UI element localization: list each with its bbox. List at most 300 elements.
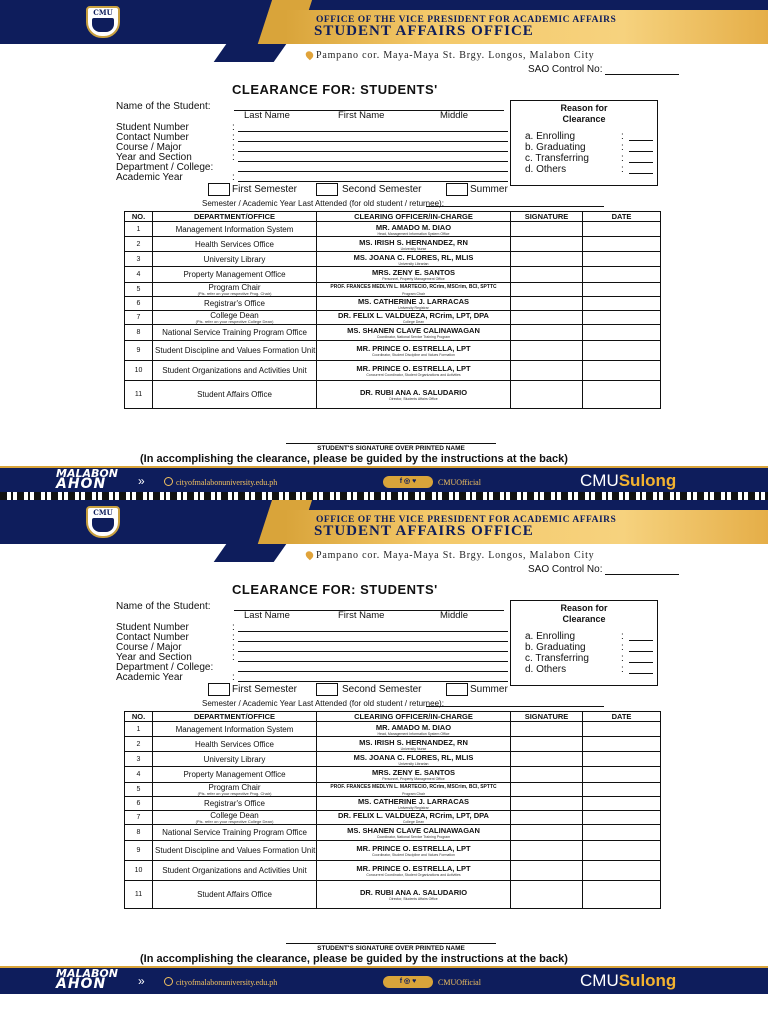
row-officer [317, 881, 511, 909]
officer-name: MR. AMADO M. DIAO [375, 722, 452, 732]
officer-title: Head, Management Information System Office [377, 231, 450, 236]
department-field[interactable] [238, 171, 508, 172]
row-signature-cell[interactable] [511, 252, 583, 267]
row-number: 4 [125, 767, 153, 783]
contact-number-field[interactable] [238, 641, 508, 642]
officer-name: MS. SHANEN CLAVE CALINAWAGAN [347, 826, 480, 835]
second-semester-label: Second Semester [342, 684, 422, 695]
row-officer [317, 222, 511, 237]
last-name-label: Last Name [244, 110, 290, 121]
year-section-field[interactable] [238, 161, 508, 162]
malabon-ahon-logo [56, 969, 118, 990]
semester-note: Semester / Academic Year Last Attended (for old student / returnee): [202, 199, 444, 208]
row-date-cell[interactable] [583, 325, 661, 341]
summer-label: Summer [470, 684, 508, 695]
sulong-word: Sulong [618, 971, 677, 990]
row-department [153, 283, 317, 297]
department-name: Management Information System [175, 224, 294, 234]
col-officer: CLEARING OFFICER/IN-CHARGE [317, 212, 511, 222]
row-signature-cell[interactable] [511, 222, 583, 237]
row-signature-cell[interactable] [511, 311, 583, 325]
second-semester-checkbox[interactable] [316, 683, 338, 696]
row-department [153, 267, 317, 283]
summer-checkbox[interactable] [446, 183, 468, 196]
page-title: CLEARANCE FOR: STUDENTS' [232, 582, 438, 597]
summer-checkbox[interactable] [446, 683, 468, 696]
officer-title: Program Chair [402, 792, 425, 796]
header-slant [214, 544, 287, 562]
officer-name: MR. PRINCE O. ESTRELLA, LPT [356, 864, 471, 873]
row-signature-cell[interactable] [511, 797, 583, 811]
control-no-field[interactable] [605, 65, 679, 75]
academic-year-field[interactable] [238, 681, 508, 682]
contact-number-field[interactable] [238, 141, 508, 142]
department-name: Health Services Office [195, 239, 274, 249]
row-date-cell[interactable] [583, 297, 661, 311]
department-field[interactable] [238, 671, 508, 672]
first-semester-checkbox[interactable] [208, 683, 230, 696]
colon: : [232, 632, 235, 643]
department-name: College Dean [210, 311, 259, 320]
row-signature-cell[interactable] [511, 325, 583, 341]
table-row [125, 297, 661, 311]
row-number: 1 [125, 222, 153, 237]
row-signature-cell[interactable] [511, 783, 583, 797]
year-section-label: Year and Section [116, 152, 192, 163]
row-officer [317, 252, 511, 267]
sao-control-no [528, 64, 679, 75]
contact-number-label: Contact Number [116, 632, 189, 643]
table-header-row [125, 212, 661, 222]
row-date-cell[interactable] [583, 825, 661, 841]
row-officer [317, 341, 511, 361]
col-signature: SIGNATURE [511, 212, 583, 222]
office-line: OFFICE OF THE VICE PRESIDENT FOR ACADEMIC AFFAIRS [316, 515, 617, 525]
officer-title: Concurrent Coordinator, Student Organizations and Activities [366, 373, 461, 377]
officer-name: MS. CATHERINE J. LARRACAS [357, 297, 470, 306]
row-date-cell[interactable] [583, 767, 661, 783]
table-row [125, 767, 661, 783]
table-row [125, 797, 661, 811]
student-number-field[interactable] [238, 131, 508, 132]
row-department [153, 752, 317, 767]
row-date-cell[interactable] [583, 737, 661, 752]
reason-graduating: b. Graduating [525, 142, 586, 153]
officer-title: Coordinator, National Service Training Program [376, 835, 451, 839]
colon: : [232, 142, 235, 153]
row-officer [317, 267, 511, 283]
department-name: University Library [203, 254, 266, 264]
department-label: Department / College: [116, 162, 214, 173]
row-number: 11 [125, 881, 153, 909]
reason-title [511, 103, 657, 125]
cmu-word: CMU [580, 971, 619, 990]
city-name: CITY of MALABON [48, 43, 159, 55]
table-row [125, 722, 661, 737]
row-number: 8 [125, 325, 153, 341]
last-name-label: Last Name [244, 610, 290, 621]
row-date-cell[interactable] [583, 797, 661, 811]
first-semester-checkbox[interactable] [208, 183, 230, 196]
officer-title: University Nurse [400, 246, 427, 251]
reason-enrolling: a. Enrolling [525, 131, 576, 142]
table-row [125, 267, 661, 283]
officer-title: Personnel, Property Management Office [382, 277, 445, 281]
row-number: 5 [125, 783, 153, 797]
brand-line: MALABON [56, 967, 118, 980]
colon: : [621, 664, 624, 675]
row-number: 3 [125, 752, 153, 767]
course-label: Course / Major [116, 142, 182, 153]
row-officer [317, 737, 511, 752]
department-name: Health Services Office [195, 739, 274, 749]
row-date-cell[interactable] [583, 267, 661, 283]
colon: : [621, 642, 624, 653]
instruction-note: (In accomplishing the clearance, please be guided by the instructions at the back) [140, 453, 568, 465]
row-signature-cell[interactable] [511, 861, 583, 881]
row-officer [317, 752, 511, 767]
row-officer [317, 783, 511, 797]
department-note: (Pls. refer on your respective Prog. Chair) [197, 791, 272, 796]
social-icons[interactable]: f ◎ ♥ [383, 976, 433, 988]
reason-enrolling-field[interactable] [629, 640, 653, 641]
department-name: Student Discipline and Values Formation Unit [155, 846, 316, 855]
first-name-label: First Name [338, 610, 385, 621]
row-department [153, 811, 317, 825]
row-department [153, 341, 317, 361]
second-semester-checkbox[interactable] [316, 183, 338, 196]
row-number: 6 [125, 297, 153, 311]
row-department [153, 797, 317, 811]
table-row [125, 861, 661, 881]
page-title: CLEARANCE FOR: STUDENTS' [232, 82, 438, 97]
clearance-table [124, 711, 661, 909]
reason-title-line: Reason for [560, 103, 608, 113]
cut-line [0, 492, 768, 500]
colon: : [232, 172, 235, 183]
row-department [153, 841, 317, 861]
academic-year-label: Academic Year [116, 672, 183, 683]
reason-others: d. Others [525, 664, 567, 675]
student-signature-label: STUDENT'S SIGNATURE OVER PRINTED NAME [286, 443, 496, 452]
department-name: Student Organizations and Activities Unit [162, 366, 307, 375]
officer-title: College Dean [402, 820, 425, 824]
first-semester-label: First Semester [232, 184, 298, 195]
row-number: 9 [125, 841, 153, 861]
officer-title: Coordinator, National Service Training Program [376, 335, 451, 339]
officer-title: University Librarian [398, 261, 429, 266]
row-signature-cell[interactable] [511, 267, 583, 283]
row-department [153, 737, 317, 752]
student-number-label: Student Number [116, 622, 189, 633]
reason-others-field[interactable] [629, 673, 653, 674]
reason-graduating: b. Graduating [525, 642, 586, 653]
sulong-word: Sulong [618, 471, 677, 490]
row-signature-cell[interactable] [511, 722, 583, 737]
course-label: Course / Major [116, 642, 182, 653]
row-signature-cell[interactable] [511, 737, 583, 752]
officer-name: MS. IRISH S. HERNANDEZ, RN [359, 237, 468, 247]
row-date-cell[interactable] [583, 861, 661, 881]
department-name: Property Management Office [183, 270, 286, 279]
middle-name-label: Middle [440, 610, 468, 621]
year-section-label: Year and Section [116, 652, 192, 663]
colon: : [621, 131, 624, 142]
department-note: (Pls. refer on your respective College Dean) [195, 319, 274, 324]
officer-title: Director, Students Affairs Office [389, 397, 438, 401]
row-department [153, 825, 317, 841]
clearance-form [0, 500, 768, 996]
col-date: DATE [583, 212, 661, 222]
department-label: Department / College: [116, 662, 214, 673]
officer-title: University Librarian [398, 761, 429, 766]
row-signature-cell[interactable] [511, 283, 583, 297]
colon: : [621, 164, 624, 175]
colon: : [232, 622, 235, 633]
row-number: 5 [125, 283, 153, 297]
officer-name: PROF. FRANCES MEDLYN L. MARTECIO, RCrim, MSCrim, BCI, SPTTC [330, 784, 497, 790]
officer-title: University Registrar [398, 806, 429, 810]
row-signature-cell[interactable] [511, 297, 583, 311]
globe-icon [164, 977, 173, 986]
officer-title: Concurrent Coordinator, Student Organizations and Activities [366, 873, 461, 877]
reason-graduating-field[interactable] [629, 151, 653, 152]
officer-name: MR. AMADO M. DIAO [375, 222, 452, 232]
table-row [125, 361, 661, 381]
row-signature-cell[interactable] [511, 825, 583, 841]
department-note: (Pls. refer on your respective College Dean) [195, 819, 274, 824]
officer-name: DR. RUBI ANA A. SALUDARIO [359, 388, 468, 397]
department-name: Management Information System [175, 724, 294, 734]
officer-name: MR. PRINCE O. ESTRELLA, LPT [356, 844, 471, 853]
table-row [125, 252, 661, 267]
colon: : [232, 672, 235, 683]
row-signature-cell[interactable] [511, 881, 583, 909]
reason-title-line: Clearance [562, 614, 606, 624]
row-department [153, 222, 317, 237]
table-row [125, 325, 661, 341]
brand-line: MALABON [56, 467, 118, 480]
department-name: Student Affairs Office [197, 390, 272, 399]
reason-others-field[interactable] [629, 173, 653, 174]
officer-title: University Nurse [400, 746, 427, 751]
row-number: 1 [125, 722, 153, 737]
department-name: National Service Training Program Office [162, 828, 307, 837]
row-department [153, 381, 317, 409]
officer-title: Program Chair [402, 292, 425, 296]
row-officer [317, 841, 511, 861]
reason-enrolling-field[interactable] [629, 140, 653, 141]
department-note: (Pls. refer on your respective Prog. Chair) [197, 291, 272, 296]
row-date-cell[interactable] [583, 841, 661, 861]
cmu-sulong-logo [580, 471, 676, 491]
semester-attended-field[interactable] [426, 706, 604, 707]
course-field[interactable] [238, 151, 508, 152]
table-row [125, 752, 661, 767]
department-name: Property Management Office [183, 770, 286, 779]
row-date-cell[interactable] [583, 237, 661, 252]
row-officer [317, 325, 511, 341]
chevron-icon: » [138, 974, 145, 988]
row-date-cell[interactable] [583, 881, 661, 909]
officer-name: MS. IRISH S. HERNANDEZ, RN [359, 737, 468, 747]
row-date-cell[interactable] [583, 752, 661, 767]
row-date-cell[interactable] [583, 283, 661, 297]
academic-year-field[interactable] [238, 181, 508, 182]
table-row [125, 283, 661, 297]
reason-graduating-field[interactable] [629, 651, 653, 652]
department-name: Registrar's Office [204, 299, 265, 308]
row-department [153, 325, 317, 341]
student-number-field[interactable] [238, 631, 508, 632]
officer-title: Coordinator, Student Discipline and Values Formation [371, 353, 455, 357]
second-semester-label: Second Semester [342, 184, 422, 195]
officer-title: Coordinator, Student Discipline and Values Formation [371, 853, 455, 857]
row-department [153, 297, 317, 311]
table-row [125, 737, 661, 752]
row-date-cell[interactable] [583, 361, 661, 381]
address: Pampano cor. Maya-Maya St. Brgy. Longos, Malabon City [316, 550, 595, 561]
row-date-cell[interactable] [583, 783, 661, 797]
table-row [125, 825, 661, 841]
col-department: DEPARTMENT/OFFICE [153, 212, 317, 222]
row-officer [317, 722, 511, 737]
col-date: DATE [583, 712, 661, 722]
colon: : [232, 152, 235, 163]
row-signature-cell[interactable] [511, 841, 583, 861]
semester-attended-field[interactable] [426, 206, 604, 207]
row-signature-cell[interactable] [511, 237, 583, 252]
row-number: 9 [125, 341, 153, 361]
row-date-cell[interactable] [583, 252, 661, 267]
first-semester-label: First Semester [232, 684, 298, 695]
reason-transferring-field[interactable] [629, 662, 653, 663]
row-officer [317, 825, 511, 841]
office-title: STUDENT AFFAIRS OFFICE [314, 23, 534, 39]
col-signature: SIGNATURE [511, 712, 583, 722]
row-signature-cell[interactable] [511, 381, 583, 409]
cmu-word: CMU [580, 471, 619, 490]
website-link[interactable]: cityofmalabonuniversity.edu.ph [176, 978, 278, 987]
reason-others: d. Others [525, 164, 567, 175]
table-header-row [125, 712, 661, 722]
row-officer [317, 297, 511, 311]
col-no: NO. [125, 212, 153, 222]
reason-title [511, 603, 657, 625]
officer-name: DR. RUBI ANA A. SALUDARIO [359, 888, 468, 897]
department-name: Student Discipline and Values Formation Unit [155, 346, 316, 355]
row-date-cell[interactable] [583, 341, 661, 361]
logo-text: CMU [93, 508, 113, 517]
row-signature-cell[interactable] [511, 767, 583, 783]
row-date-cell[interactable] [583, 311, 661, 325]
cmu-logo [86, 6, 120, 38]
row-date-cell[interactable] [583, 722, 661, 737]
middle-name-label: Middle [440, 110, 468, 121]
clearance-table [124, 211, 661, 409]
social-icons[interactable]: f ◎ ♥ [383, 476, 433, 488]
table-row [125, 341, 661, 361]
row-number: 2 [125, 737, 153, 752]
row-number: 11 [125, 381, 153, 409]
table-row [125, 841, 661, 861]
table-row [125, 881, 661, 909]
row-department [153, 722, 317, 737]
row-number: 6 [125, 797, 153, 811]
address: Pampano cor. Maya-Maya St. Brgy. Longos, Malabon City [316, 50, 595, 61]
department-name: Program Chair [208, 283, 261, 292]
department-name: Student Affairs Office [197, 890, 272, 899]
department-name: College Dean [210, 811, 259, 820]
logo-inner [92, 518, 114, 532]
sao-control-no [528, 564, 679, 575]
colon: : [232, 122, 235, 133]
university-label: UNIVERSITY [88, 54, 129, 60]
row-number: 8 [125, 825, 153, 841]
student-signature-label: STUDENT'S SIGNATURE OVER PRINTED NAME [286, 943, 496, 952]
colon: : [621, 153, 624, 164]
row-number: 3 [125, 252, 153, 267]
officer-name: MS. CATHERINE J. LARRACAS [357, 797, 470, 806]
row-date-cell[interactable] [583, 811, 661, 825]
department-name: University Library [203, 754, 266, 764]
department-name: Registrar's Office [204, 799, 265, 808]
city-name: CITY of MALABON [48, 543, 159, 555]
officer-name: DR. FELIX L. VALDUEZA, RCrim, LPT, DPA [338, 811, 489, 820]
row-officer [317, 237, 511, 252]
website-link[interactable]: cityofmalabonuniversity.edu.ph [176, 478, 278, 487]
logo-text: CMU [93, 8, 113, 17]
row-signature-cell[interactable] [511, 811, 583, 825]
colon: : [621, 631, 624, 642]
col-department: DEPARTMENT/OFFICE [153, 712, 317, 722]
row-department [153, 252, 317, 267]
row-signature-cell[interactable] [511, 361, 583, 381]
row-date-cell[interactable] [583, 381, 661, 409]
row-signature-cell[interactable] [511, 341, 583, 361]
col-officer: CLEARING OFFICER/IN-CHARGE [317, 712, 511, 722]
row-officer [317, 283, 511, 297]
course-field[interactable] [238, 651, 508, 652]
row-officer [317, 811, 511, 825]
officer-title: Personnel, Property Management Office [382, 777, 445, 781]
officer-name: MS. SHANEN CLAVE CALINAWAGAN [347, 326, 480, 335]
row-department [153, 783, 317, 797]
officer-name: MS. JOANA C. FLORES, RL, MLIS [353, 252, 474, 262]
row-number: 4 [125, 267, 153, 283]
malabon-ahon-logo [56, 469, 118, 490]
officer-name: MS. JOANA C. FLORES, RL, MLIS [353, 752, 474, 762]
row-department [153, 881, 317, 909]
reason-title-line: Clearance [562, 114, 606, 124]
row-signature-cell[interactable] [511, 752, 583, 767]
row-number: 7 [125, 811, 153, 825]
office-line: OFFICE OF THE VICE PRESIDENT FOR ACADEMIC AFFAIRS [316, 15, 617, 25]
row-officer [317, 861, 511, 881]
officer-name: MRS. ZENY E. SANTOS [371, 768, 456, 777]
officer-title: Head, Management Information System Office [377, 731, 450, 736]
globe-icon [164, 477, 173, 486]
officer-name: MR. PRINCE O. ESTRELLA, LPT [356, 344, 471, 353]
row-department [153, 361, 317, 381]
row-date-cell[interactable] [583, 222, 661, 237]
control-no-field[interactable] [605, 565, 679, 575]
year-section-field[interactable] [238, 661, 508, 662]
reason-title-line: Reason for [560, 603, 608, 613]
table-row [125, 783, 661, 797]
reason-transferring-field[interactable] [629, 162, 653, 163]
brand-line: AHON [56, 476, 107, 492]
